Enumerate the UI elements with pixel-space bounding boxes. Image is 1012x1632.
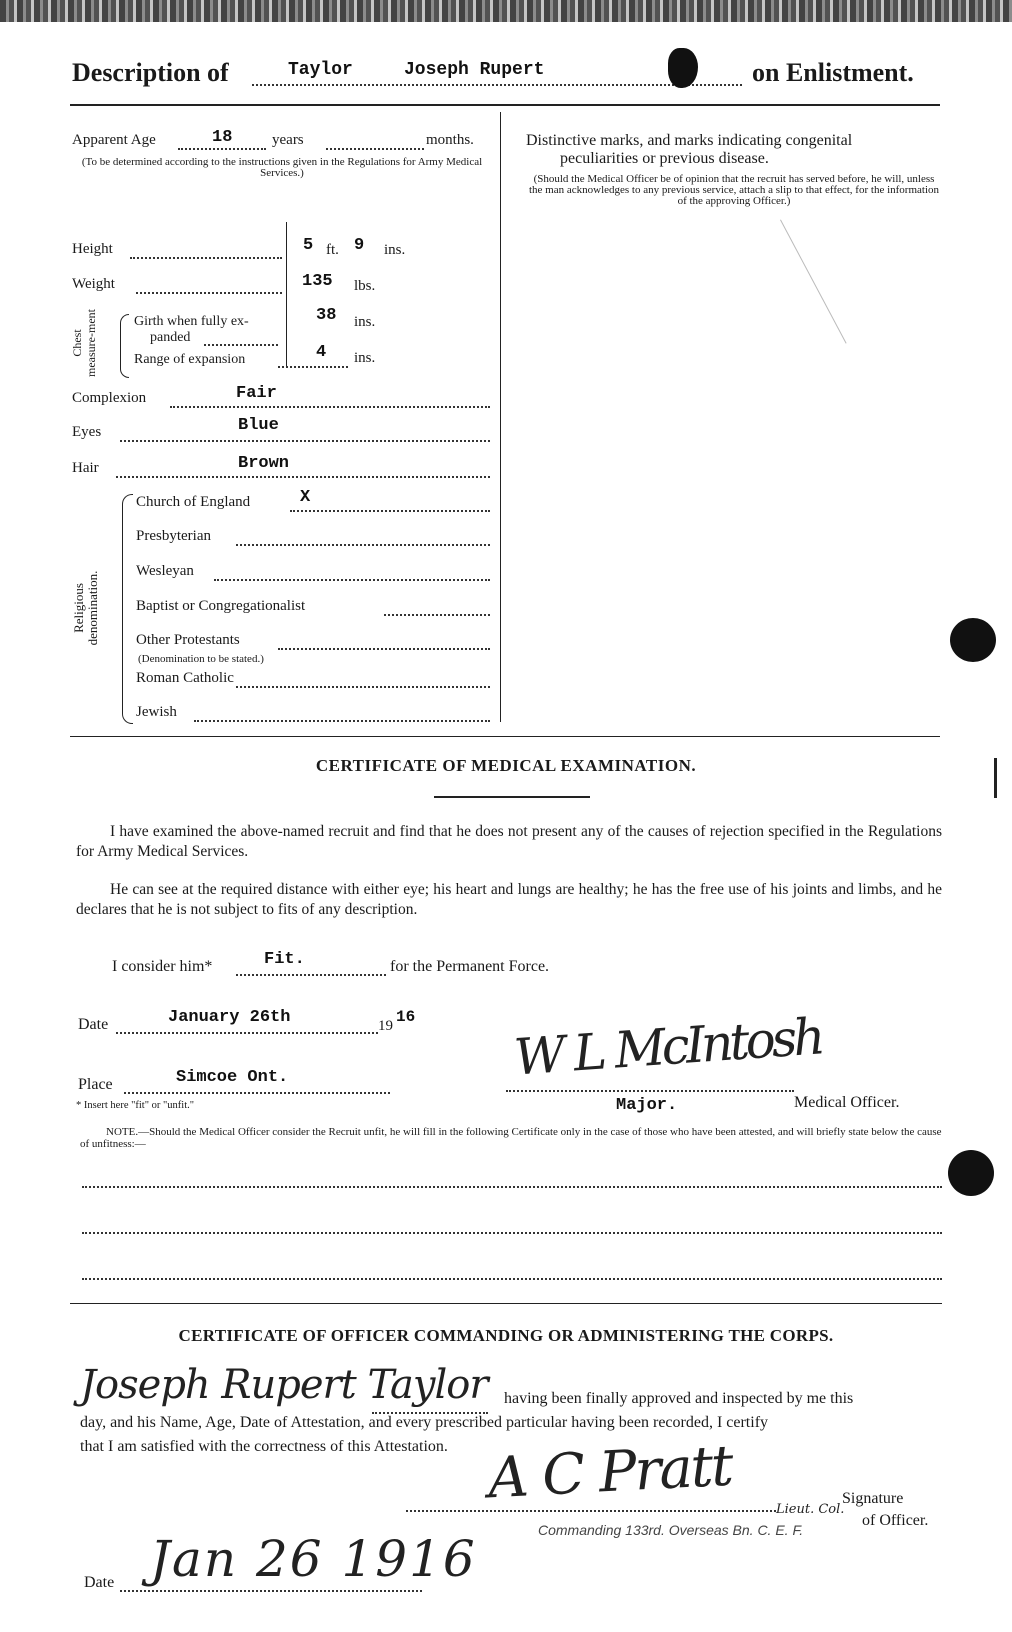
hair-value: Brown xyxy=(238,454,290,473)
hair-label: Hair xyxy=(72,460,99,476)
marks-note: (Should the Medical Officer be of opinion that the recruit has served before, he will, unless the man acknowledges to any previous service, attach a slip to that effect, for the information of the approving Officer.) xyxy=(528,173,940,207)
height-ft: 5 xyxy=(303,236,314,255)
marks-heading-1: Distinctive marks, and marks indicating congenital xyxy=(526,132,853,149)
header-given-names: Joseph Rupert xyxy=(404,60,545,80)
date-line xyxy=(116,1032,378,1034)
religion-line-2 xyxy=(214,579,490,581)
consider-line xyxy=(236,974,386,976)
age-note: (To be determined according to the instructions given in the Regulations for Army Medical Services.) xyxy=(81,156,483,179)
ink-blot xyxy=(668,48,698,88)
religion-line-1 xyxy=(236,544,490,546)
years-label: years xyxy=(272,132,304,148)
officer-stamp: Commanding 133rd. Overseas Bn. C. E. F. xyxy=(538,1522,804,1538)
months-line xyxy=(326,148,424,150)
religion-item-other-protestants: Other Protestants xyxy=(136,632,240,648)
commanding-text-2: day, and his Name, Age, Date of Attestation, and every prescribed particular having been recorded, I certify xyxy=(80,1414,769,1431)
age-label: Apparent Age xyxy=(72,132,156,148)
measure-bar xyxy=(286,222,287,367)
chest-brace xyxy=(120,314,129,378)
age-line xyxy=(178,148,266,150)
girth-label-1: Girth when fully ex- xyxy=(134,314,249,329)
eyes-line xyxy=(120,440,490,442)
commanding-officer-signature: A C Pratt xyxy=(486,1433,734,1512)
months-label: months. xyxy=(426,132,474,148)
weight-line xyxy=(136,292,282,294)
section-rule-2 xyxy=(70,1303,942,1304)
medical-para-2: He can see at the required distance with either eye; his heart and lungs are healthy; he has the free use of his joints and limbs, and he declares that he is not subject to fits of any description. xyxy=(76,881,942,918)
pencil-stroke xyxy=(780,220,847,344)
complexion-value: Fair xyxy=(236,384,277,403)
girth-ins-label: ins. xyxy=(354,314,376,330)
signature-label-1: Signature xyxy=(842,1490,904,1507)
religion-item-presbyterian: Presbyterian xyxy=(136,528,211,544)
header-rule xyxy=(70,104,940,106)
complexion-line xyxy=(170,406,490,408)
commanding-date-line xyxy=(120,1590,422,1592)
year-prefix: 19 xyxy=(378,1018,393,1034)
religion-mark-church-of-england: X xyxy=(300,488,311,507)
medical-para-1: I have examined the above-named recruit and find that he does not present any of the causes of rejection specified in the Regulations for Army Medical Services. xyxy=(76,823,942,860)
range-ins-label: ins. xyxy=(354,350,376,366)
medical-heading: CERTIFICATE OF MEDICAL EXAMINATION. xyxy=(315,756,697,775)
religion-item-roman-catholic: Roman Catholic xyxy=(136,670,234,686)
age-value: 18 xyxy=(212,128,233,147)
officer-rank-note: Lieut. Col. xyxy=(776,1502,845,1517)
officer-signature-line xyxy=(406,1510,776,1512)
girth-line xyxy=(204,344,278,346)
torn-top-edge xyxy=(0,0,1012,22)
weight-label: Weight xyxy=(72,276,115,292)
header-name-line xyxy=(252,84,742,86)
section-rule xyxy=(70,736,940,737)
religion-side-label: Religious denomination. xyxy=(71,570,100,646)
eyes-value: Blue xyxy=(238,416,279,435)
header-title-left: Description of xyxy=(72,58,229,87)
religion-line-0 xyxy=(290,510,490,512)
height-label: Height xyxy=(72,241,113,257)
consider-value: Fit. xyxy=(264,950,305,969)
punch-hole xyxy=(950,618,996,662)
ins-label: ins. xyxy=(384,242,406,258)
commanding-date-label: Date xyxy=(84,1574,115,1591)
height-line xyxy=(130,257,282,259)
header-title-right: on Enlistment. xyxy=(752,58,914,87)
header-surname: Taylor xyxy=(288,60,353,80)
unfit-note: NOTE.—Should the Medical Officer consider the Recruit unfit, he will fill in the following Certificate only in the case of those who have been attested, and will briefly state below the cause of unfitness:— xyxy=(80,1126,942,1150)
girth-label-2: panded xyxy=(150,330,191,345)
range-label: Range of expansion xyxy=(134,352,246,367)
religion-line-5 xyxy=(236,686,490,688)
commanding-text-1: having been finally approved and inspected by me this xyxy=(504,1390,854,1407)
lbs-label: lbs. xyxy=(354,278,376,294)
commanding-heading: CERTIFICATE OF OFFICER COMMANDING OR ADMINISTERING THE CORPS. xyxy=(178,1326,834,1345)
commanding-text-3: that I am satisfied with the correctness of this Attestation. xyxy=(80,1438,448,1455)
unfit-line-1 xyxy=(82,1186,942,1188)
recruit-signature: Joseph Rupert Taylor xyxy=(80,1362,488,1408)
consider-label: I consider him* xyxy=(112,958,213,975)
range-value: 4 xyxy=(316,343,327,362)
medical-officer-label: Medical Officer. xyxy=(794,1094,900,1111)
range-line xyxy=(278,366,348,368)
insert-note: * Insert here "fit" or "unfit." xyxy=(76,1100,195,1111)
religion-item-jewish: Jewish xyxy=(136,704,177,720)
weight-value: 135 xyxy=(302,272,333,291)
religion-item-wesleyan: Wesleyan xyxy=(136,563,194,579)
marks-heading-2: peculiarities or previous disease. xyxy=(560,150,769,167)
religion-item-baptist: Baptist or Congregationalist xyxy=(136,598,306,614)
place-label: Place xyxy=(78,1076,113,1093)
religion-line-4 xyxy=(278,648,490,650)
date-label: Date xyxy=(78,1016,109,1033)
height-in: 9 xyxy=(354,236,365,255)
religion-line-6 xyxy=(194,720,490,722)
complexion-label: Complexion xyxy=(72,390,147,406)
year-suffix: 16 xyxy=(396,1008,416,1026)
date-value: January 26th xyxy=(168,1008,291,1027)
medical-officer-signature: W L McIntosh xyxy=(512,1007,824,1087)
unfit-line-2 xyxy=(82,1232,942,1234)
religion-line-3 xyxy=(384,614,490,616)
religion-brace xyxy=(122,494,133,724)
religion-other-note: (Denomination to be stated.) xyxy=(138,653,264,665)
commanding-date-value: Jan 26 1916 xyxy=(150,1530,477,1588)
signature-line xyxy=(506,1090,794,1092)
unfit-line-3 xyxy=(82,1278,942,1280)
ft-label: ft. xyxy=(326,242,339,258)
religion-item-church-of-england: Church of England xyxy=(136,494,251,510)
hair-line xyxy=(116,476,490,478)
signature-label-2: of Officer. xyxy=(862,1512,929,1529)
chest-side-label: Chest measure-ment xyxy=(70,309,98,377)
place-value: Simcoe Ont. xyxy=(176,1068,289,1087)
medical-heading-rule xyxy=(434,796,590,798)
medical-officer-rank: Major. xyxy=(616,1096,678,1115)
punch-hole xyxy=(948,1150,994,1196)
eyes-label: Eyes xyxy=(72,424,102,440)
permanent-label: for the Permanent Force. xyxy=(390,958,550,975)
place-line xyxy=(124,1092,390,1094)
column-divider xyxy=(500,112,501,722)
girth-value: 38 xyxy=(316,306,337,325)
